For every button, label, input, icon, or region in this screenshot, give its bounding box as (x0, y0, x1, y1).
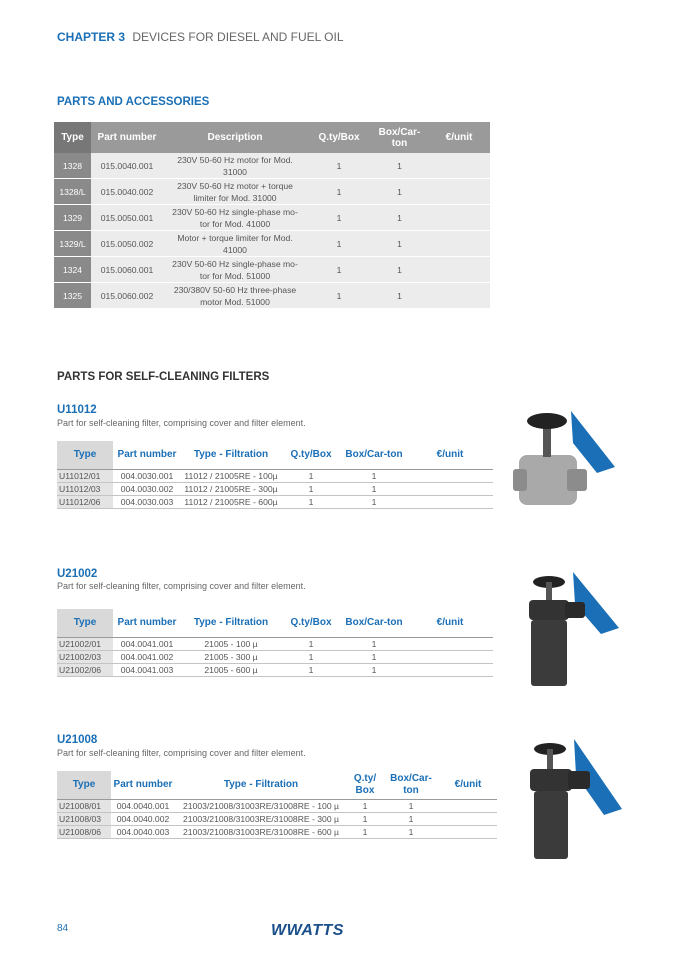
cell-desc: 230V 50-60 Hz motor + torque limiter for Mod. 31000 (163, 179, 307, 205)
cell-desc: 230V 50-60 Hz single-phase mo-tor for Mod. 41000 (163, 205, 307, 231)
cell-price (428, 205, 490, 231)
cell-box: 1 (371, 179, 428, 205)
filter-table-u21008 (57, 771, 497, 839)
filter-cover (530, 769, 572, 791)
table-row (57, 470, 493, 483)
cell-box: 1 (341, 496, 407, 509)
col-box-carton: Box/Car-ton (345, 617, 403, 628)
col-type: Type (54, 122, 91, 153)
cell-price (439, 826, 497, 839)
cell-type: U21008/01 (57, 800, 111, 813)
page-number: 84 (57, 923, 69, 934)
brand-accent-shape (571, 411, 615, 473)
table-row (57, 664, 493, 677)
cell-desc: 230V 50-60 Hz motor for Mod. 31000 (163, 153, 307, 179)
table-row (54, 179, 490, 205)
cell-price (428, 257, 490, 283)
col-qty-box: Q.ty/Box (290, 449, 332, 460)
col-box-carton: Box/Car-ton (390, 773, 432, 796)
col-filtration: Type - Filtration (193, 449, 269, 460)
valve-port-right (567, 469, 587, 491)
table-row (54, 231, 490, 257)
cell-filtration: 21005 - 300 µ (181, 651, 281, 664)
cell-filtration: 21003/21008/31003RE/31008RE - 600 µ (175, 826, 347, 839)
cell-part: 004.0041.003 (113, 664, 181, 677)
cell-desc: 230/380V 50-60 Hz three-phase motor Mod. 51000 (163, 283, 307, 309)
col-type: Type (57, 441, 113, 470)
cell-part: 015.0040.002 (91, 179, 163, 205)
cell-price (407, 496, 493, 509)
col-box-carton: Box/Car-ton (345, 449, 403, 460)
section-description: Part for self-cleaning filter, comprising cover and filter element. (57, 581, 306, 591)
cell-price (407, 638, 493, 651)
cell-part: 015.0040.001 (91, 153, 163, 179)
u21002-product-image (515, 568, 619, 696)
parts-accessories-title: PARTS AND ACCESSORIES (57, 96, 210, 108)
valve-port-left (513, 469, 527, 491)
col-price: €/unit (436, 449, 464, 460)
cell-type: U21002/06 (57, 664, 113, 677)
table-row (57, 638, 493, 651)
cell-part: 004.0030.001 (113, 470, 181, 483)
filter-cover (529, 600, 569, 620)
table-row (57, 800, 497, 813)
col-price: €/unit (454, 779, 482, 790)
table-row (57, 483, 493, 496)
cell-qty: 1 (281, 638, 341, 651)
cell-qty: 1 (307, 205, 371, 231)
col-part-number: Part number (117, 617, 177, 628)
cell-part: 004.0030.002 (113, 483, 181, 496)
cell-qty: 1 (307, 231, 371, 257)
cell-box: 1 (383, 800, 439, 813)
cell-type: U21008/03 (57, 813, 111, 826)
cell-qty: 1 (281, 651, 341, 664)
cell-qty: 1 (307, 257, 371, 283)
cell-type: 1329/L (54, 231, 91, 257)
cell-price (428, 153, 490, 179)
table-row (54, 153, 490, 179)
chapter-name: DEVICES FOR DIESEL AND FUEL OIL (132, 30, 344, 44)
cell-qty: 1 (307, 153, 371, 179)
cell-type: U21008/06 (57, 826, 111, 839)
col-qty-box: Q.ty/Box (307, 122, 371, 153)
table-header-row (57, 771, 497, 800)
cell-box: 1 (371, 257, 428, 283)
cell-price (439, 800, 497, 813)
cell-type: U21002/03 (57, 651, 113, 664)
table-row (54, 283, 490, 309)
cell-filtration: 21003/21008/31003RE/31008RE - 300 µ (175, 813, 347, 826)
section-description: Part for self-cleaning filter, comprising cover and filter element. (57, 748, 306, 758)
cell-filtration: 11012 / 21005RE - 300µ (181, 483, 281, 496)
cell-box: 1 (341, 651, 407, 664)
cell-box: 1 (371, 231, 428, 257)
cell-box: 1 (341, 483, 407, 496)
col-qty-box: Q.ty/ Box (353, 773, 377, 796)
cell-filtration: 21005 - 600 µ (181, 664, 281, 677)
col-description: Description (163, 122, 307, 153)
u21008-product-image (518, 735, 622, 865)
cell-filtration: 21003/21008/31003RE/31008RE - 100 µ (175, 800, 347, 813)
cell-qty: 1 (347, 800, 383, 813)
parts-accessories-table (54, 122, 490, 309)
cell-price (439, 813, 497, 826)
cell-box: 1 (341, 638, 407, 651)
col-box-carton: Box/Car-ton (371, 122, 428, 153)
filter-table-u11012 (57, 441, 493, 509)
table-row (57, 826, 497, 839)
cell-part: 015.0060.002 (91, 283, 163, 309)
cell-part: 015.0060.001 (91, 257, 163, 283)
col-qty-box: Q.ty/Box (290, 617, 332, 628)
cell-type: U11012/01 (57, 470, 113, 483)
filter-element (531, 620, 567, 686)
section-description: Part for self-cleaning filter, comprising cover and filter element. (57, 418, 306, 428)
col-type: Type (57, 771, 111, 800)
section-code: U21008 (57, 734, 98, 746)
table-header-row (54, 122, 490, 153)
cell-desc: Motor + torque limiter for Mod. 41000 (163, 231, 307, 257)
cell-box: 1 (341, 664, 407, 677)
cell-qty: 1 (347, 813, 383, 826)
cell-filtration: 11012 / 21005RE - 100µ (181, 470, 281, 483)
cell-type: U11012/03 (57, 483, 113, 496)
cell-qty: 1 (281, 664, 341, 677)
cell-qty: 1 (281, 496, 341, 509)
chapter-number: CHAPTER 3 (57, 30, 126, 44)
valve-stem (546, 582, 552, 602)
cell-type: U11012/06 (57, 496, 113, 509)
cell-type: 1325 (54, 283, 91, 309)
cell-type: U21002/01 (57, 638, 113, 651)
cell-qty: 1 (307, 179, 371, 205)
cell-type: 1328/L (54, 179, 91, 205)
table-row (54, 257, 490, 283)
table-row (57, 813, 497, 826)
section-code: U11012 (57, 404, 97, 416)
cell-part: 004.0040.003 (111, 826, 175, 839)
cell-desc: 230V 50-60 Hz single-phase mo-tor for Mod. 51000 (163, 257, 307, 283)
cell-part: 015.0050.001 (91, 205, 163, 231)
cell-part: 004.0041.002 (113, 651, 181, 664)
valve-handwheel (527, 413, 567, 429)
table-row (57, 651, 493, 664)
cell-part: 004.0041.001 (113, 638, 181, 651)
col-part-number: Part number (117, 449, 177, 460)
col-filtration: Type - Filtration (223, 779, 299, 790)
cell-filtration: 21005 - 100 µ (181, 638, 281, 651)
table-header-row (57, 609, 493, 638)
cell-part: 015.0050.002 (91, 231, 163, 257)
cell-box: 1 (371, 205, 428, 231)
col-type: Type (57, 609, 113, 638)
cell-box: 1 (341, 470, 407, 483)
cell-price (407, 483, 493, 496)
cell-qty: 1 (281, 470, 341, 483)
cell-box: 1 (371, 283, 428, 309)
cell-part: 004.0030.003 (113, 496, 181, 509)
col-filtration: Type - Filtration (193, 617, 269, 628)
cell-type: 1329 (54, 205, 91, 231)
valve-stem (547, 749, 553, 771)
cell-price (428, 231, 490, 257)
cell-price (407, 470, 493, 483)
cell-filtration: 11012 / 21005RE - 600µ (181, 496, 281, 509)
cell-price (407, 664, 493, 677)
col-price: €/unit (436, 617, 464, 628)
col-part-number: Part number (113, 779, 173, 790)
cell-box: 1 (383, 813, 439, 826)
table-row (57, 496, 493, 509)
cell-type: 1324 (54, 257, 91, 283)
u11012-product-image (511, 403, 615, 527)
cell-qty: 1 (307, 283, 371, 309)
table-header-row (57, 441, 493, 470)
cell-part: 004.0040.002 (111, 813, 175, 826)
cell-qty: 1 (347, 826, 383, 839)
cell-part: 004.0040.001 (111, 800, 175, 813)
filter-table-u21002 (57, 609, 493, 677)
cell-price (407, 651, 493, 664)
watts-logo: WWATTS (271, 922, 344, 939)
cell-price (428, 179, 490, 205)
table-row (54, 205, 490, 231)
col-part-number: Part number (91, 122, 163, 153)
col-price: €/unit (428, 122, 490, 153)
filter-port (565, 602, 585, 618)
self-cleaning-title: PARTS FOR SELF-CLEANING FILTERS (57, 371, 270, 383)
cell-type: 1328 (54, 153, 91, 179)
chapter-header (57, 30, 344, 44)
filter-port (568, 771, 590, 789)
section-code: U21002 (57, 568, 98, 580)
filter-element (534, 791, 568, 859)
cell-qty: 1 (281, 483, 341, 496)
cell-price (428, 283, 490, 309)
cell-box: 1 (371, 153, 428, 179)
cell-box: 1 (383, 826, 439, 839)
